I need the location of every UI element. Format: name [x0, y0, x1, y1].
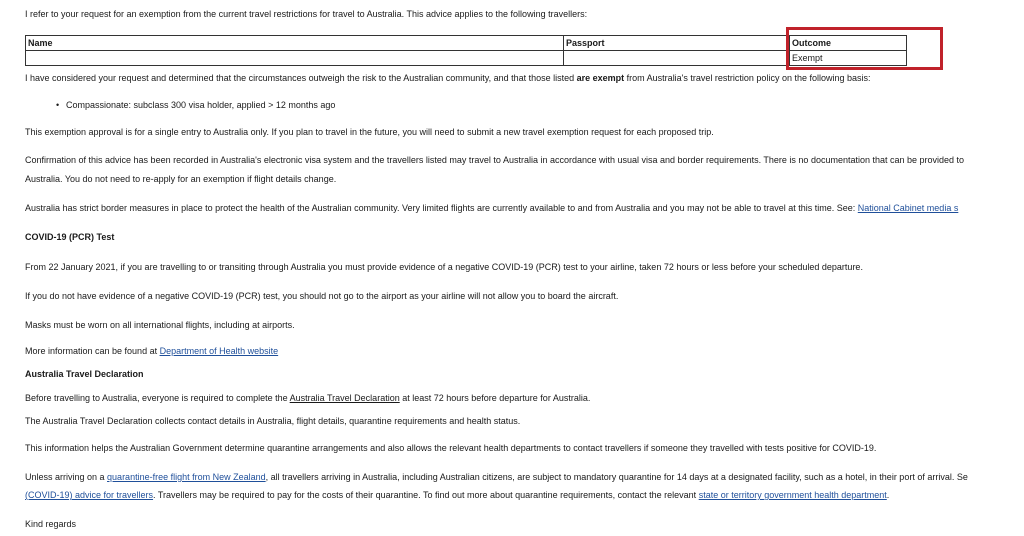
travellers-table — [25, 35, 907, 66]
quarantine-text-1 — [25, 472, 968, 482]
outcome-highlight-box — [786, 27, 943, 70]
confirmation-text-1: Confirmation of this advice has been recorded in Australia's electronic visa system and the travellers listed may travel to Australia in accordance with usual visa and border requirements. There is no documentation that can be provided to — [25, 155, 965, 165]
health-department-link[interactable]: state or territory government health department — [698, 490, 887, 500]
considered-bold: are exempt — [576, 73, 625, 83]
quarantine-text-2 — [25, 490, 889, 500]
quarantine-mid2: . Travellers may be required to pay for the costs of their quarantine. To find out more about quarantine requirements, contact the relevant — [153, 490, 699, 500]
pcr-text-1: From 22 January 2021, if you are travelling to or transiting through Australia you must provide evidence of a negative COVID-19 (PCR) test to your airline, taken 72 hours or less before your scheduled departure. — [25, 262, 863, 272]
table-row — [26, 51, 907, 66]
exemption-basis-bullet: • Compassionate: subclass 300 visa holder, applied > 12 months ago — [66, 100, 335, 110]
single-entry-text: This exemption approval is for a single entry to Australia only. If you plan to travel in the future, you will need to submit a new travel exemption request for each proposed trip. — [25, 127, 714, 137]
pcr-text-2: If you do not have evidence of a negative COVID-19 (PCR) test, you should not go to the airport as your airline will not allow you to board the aircraft. — [25, 291, 619, 301]
confirmation-text-2: Australia. You do not need to re-apply for an exemption if flight details change. — [25, 174, 337, 184]
atd-text-3: This information helps the Australian Government determine quarantine arrangements and also allows the relevant health departments to contact travellers if someone they travelled with tests positive for COVID-19. — [25, 443, 877, 453]
more-info-text — [25, 346, 278, 356]
cell-passport — [564, 51, 790, 66]
masks-text: Masks must be worn on all international flights, including at airports. — [25, 320, 295, 330]
cell-name — [26, 51, 564, 66]
border-measures-text — [25, 203, 958, 213]
national-cabinet-link[interactable]: National Cabinet media s — [857, 203, 959, 213]
atd-text-1-pre: Before travelling to Australia, everyone is required to complete the — [25, 393, 290, 403]
considered-pre: I have considered your request and determined that the circumstances outweigh the risk to the Australian community, and that those listed — [25, 73, 577, 83]
nz-flight-link[interactable]: quarantine-free flight from New Zealand — [107, 472, 266, 482]
covid-heading: COVID-19 (PCR) Test — [25, 232, 115, 242]
quarantine-mid: , all travellers arriving in Australia, including Australian citizens, are subject to mandatory quarantine for 14 days at a designated facility, such as a hotel, in their port of arrival. Se — [265, 472, 968, 482]
header-passport: Passport — [564, 36, 790, 51]
atd-heading: Australia Travel Declaration — [25, 369, 144, 379]
atd-text-2: The Australia Travel Declaration collects contact details in Australia, flight details, quarantine requirements and health status. — [25, 416, 521, 426]
considered-text — [25, 73, 871, 83]
atd-text-1 — [25, 393, 590, 403]
table-header-row — [26, 36, 907, 51]
header-outcome: Outcome — [790, 36, 907, 51]
border-text: Australia has strict border measures in place to protect the health of the Australian community. Very limited flights are currently available to and from Australia and you may not be able to travel at this time. See: — [25, 203, 858, 213]
travel-declaration-link[interactable]: Australia Travel Declaration — [289, 393, 400, 403]
considered-post: from Australia's travel restriction policy on the following basis: — [624, 73, 871, 83]
cell-outcome: Exempt — [790, 51, 907, 66]
header-name: Name — [26, 36, 564, 51]
more-info-label: More information can be found at — [25, 346, 160, 356]
quarantine-post: . — [886, 490, 890, 500]
atd-text-1-post: at least 72 hours before departure for Australia. — [399, 393, 591, 403]
covid-advice-link[interactable]: (COVID-19) advice for travellers — [25, 490, 154, 500]
health-website-link[interactable]: Department of Health website — [159, 346, 279, 356]
sign-off: Kind regards — [25, 519, 77, 529]
intro-text: I refer to your request for an exemption from the current travel restrictions for travel to Australia. This advice applies to the following travellers: — [25, 9, 588, 19]
quarantine-pre: Unless arriving on a — [25, 472, 108, 482]
